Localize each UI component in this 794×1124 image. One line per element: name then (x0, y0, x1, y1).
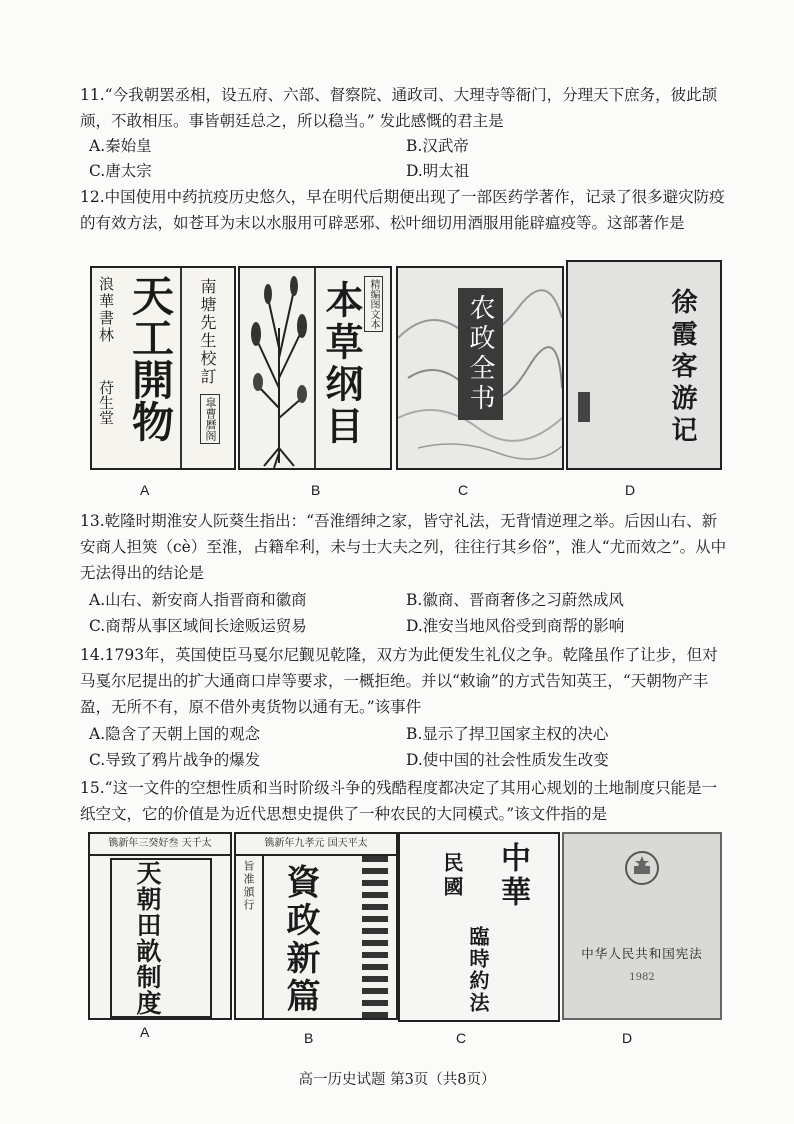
book-cover-nongzheng-quanshu (396, 266, 564, 470)
q12-label-a: A (140, 482, 150, 498)
cover-divider (314, 268, 316, 468)
cover-side-label: 旨准頒行 (242, 860, 255, 912)
document-cover-constitution-1982 (562, 832, 722, 1020)
q12-label-b: B (311, 482, 321, 498)
document-cover-tianchao-tianmu (88, 832, 232, 1020)
q13-option-d: D.淮安当地风俗受到商帮的影响 (406, 617, 625, 635)
cover-seal-icon (578, 392, 590, 422)
book-cover-tiangong-kaiwu (90, 266, 236, 470)
cover-title: 天朝田畝制度 (133, 860, 162, 1016)
cover-title: 天工開物 (126, 274, 175, 442)
cover-title: 中华人民共和国宪法 (581, 946, 703, 961)
question-15-stem: 15.“这一文件的空想性质和当时阶级斗争的残酷程度都决定了其用心规划的土地制度只能是一纸空文，它的价值是为近代思想史提供了一种农民的大同模式。”该文件指的是 (80, 779, 718, 823)
q12-label-d: D (625, 482, 636, 498)
cover-year: 1982 (629, 972, 655, 983)
q15-label-d: D (622, 1030, 633, 1046)
cover-seal: 皐曹曆阁 (200, 394, 220, 444)
q15-label-c: C (456, 1030, 467, 1046)
national-emblem-icon (622, 848, 662, 888)
cover-title: 徐霞客游记 (667, 288, 697, 448)
book-cover-bencao-gangmu (238, 266, 392, 470)
cover-header: 镌新年九孝元 国天平太 (236, 834, 396, 856)
q12-label-c: C (458, 482, 469, 498)
question-12-stem: 12.中国使用中药抗疫历史悠久，早在明代后期便出现了一部医药学著作，记录了很多避灾防疫的有效方法，如苍耳为末以水服用可辟恶邪、松叶细切用酒服用能辟瘟疫等。这部著作是 (80, 188, 725, 232)
cover-title: 本草纲目 (319, 280, 364, 448)
cover-tag: 精编图文本 (364, 276, 383, 332)
q13-option-a: A.山右、新安商人指晋商和徽商 (89, 591, 307, 609)
cover-side-text-2: 苻生堂 (97, 380, 115, 425)
q11-option-d: D.明太祖 (406, 162, 470, 180)
cover-title: 資政新篇 (280, 864, 320, 1016)
cover-subtitle: 南塘先生校訂 (198, 278, 217, 386)
q14-option-b: B.显示了捍卫国家主权的决心 (406, 725, 609, 743)
cover-side-text: 浪華書林 (97, 276, 115, 344)
q14-option-c: C.导致了鸦片战争的爆发 (89, 751, 261, 769)
q15-label-a: A (140, 1024, 150, 1040)
cover-divider (180, 268, 182, 468)
q11-option-c: C.唐太宗 (89, 162, 152, 180)
cover-title-main: 臨時約法 (466, 926, 490, 1014)
question-14-stem: 14.1793年，英国使臣马戛尔尼觐见乾隆，双方为此便发生礼仪之争。乾隆虽作了让步，但对马戛尔尼提出的扩大通商口岸等要求，一概拒绝。并以“敕谕”的方式告知英王，“天朝物产丰盈，无所不有，原不借外夷货物以通有无。”该事件 (80, 646, 718, 716)
question-11-stem: 11.“今我朝罢丞相，设五府、六部、督察院、通政司、大理寺等衙门，分理天下庶务，彼此颉颃，不敢相压。事皆朝廷总之，所以稳当。” 发此感慨的君主是 (80, 86, 718, 130)
q14-option-a: A.隐含了天朝上国的观念 (89, 725, 261, 743)
q11-option-b: B.汉武帝 (406, 137, 469, 155)
cover-title-china: 中華 (495, 842, 530, 910)
book-cover-xu-xiake-youji (566, 260, 722, 470)
question-13-stem: 13.乾隆时期淮安人阮葵生指出：“吾淮缙绅之家，皆守礼法，无背情逆理之举。后因山右、新安商人担筴（cè）至淮，占籍牟利，未与士大夫之列，往往行其乡俗”，淮人“尤而效之”。从中无法得出的结论是 (80, 512, 727, 582)
q14-option-d: D.使中国的社会性质发生改变 (406, 751, 609, 769)
cover-divider (262, 856, 264, 1018)
q13-option-b: B.徽商、晋商奢侈之习蔚然成风 (406, 591, 624, 609)
document-cover-linshi-yuefa (398, 832, 560, 1022)
cover-title-minguo: 民國 (440, 852, 464, 900)
document-cover-zizheng-xinpian (234, 832, 398, 1020)
cover-vertical-script (362, 856, 388, 1018)
q13-option-c: C.商帮从事区域间长途贩运贸易 (89, 617, 307, 635)
cover-header: 镌新年三癸好叁 天千太 (90, 834, 230, 856)
cover-title: 农政全书 (458, 288, 503, 420)
page-footer: 高一历史试题 第3页（共8页） (298, 1072, 496, 1088)
herb-plant-illustration (244, 268, 314, 468)
q15-label-b: B (304, 1030, 314, 1046)
q11-option-a: A.秦始皇 (89, 137, 152, 155)
